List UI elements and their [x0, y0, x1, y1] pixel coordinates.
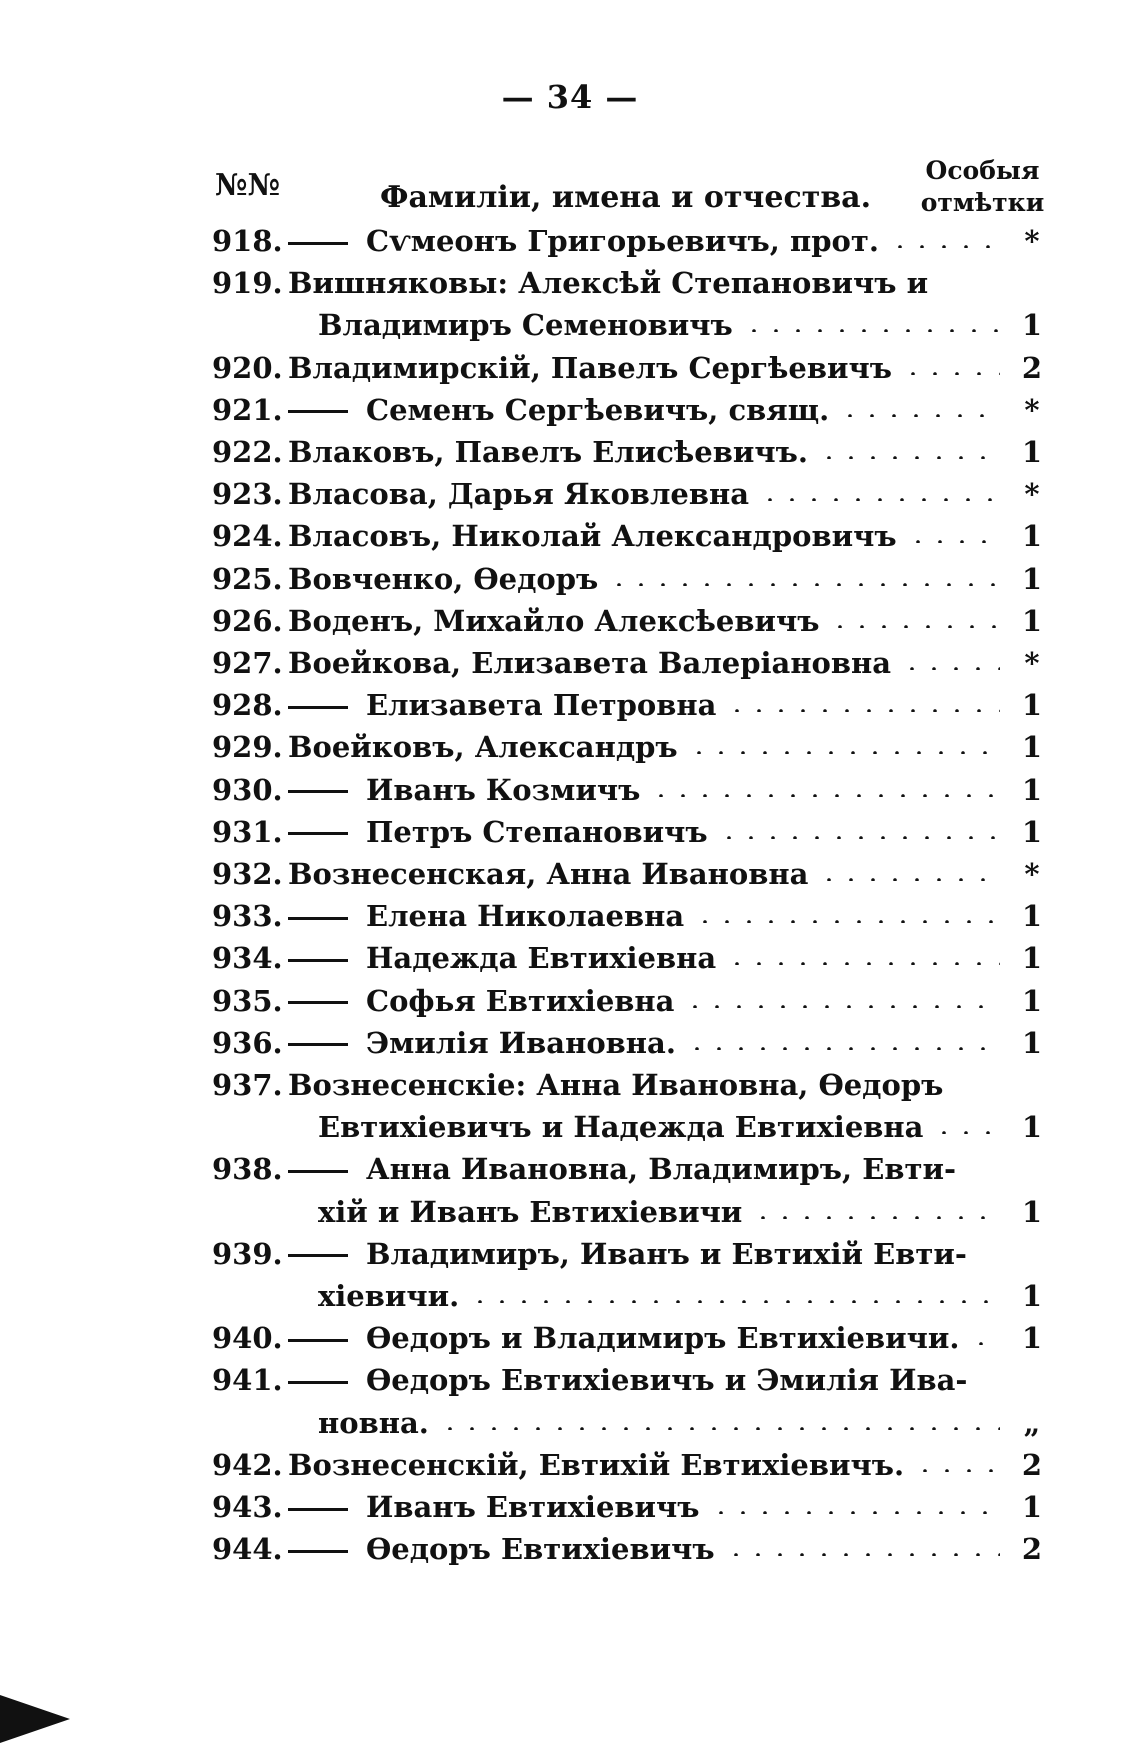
entry-number: 925. — [212, 561, 283, 596]
ditto-dash — [288, 832, 348, 835]
entry-name — [288, 853, 808, 895]
entry-mark: 1 — [1021, 772, 1043, 807]
entry-row — [0, 811, 1140, 853]
entry-text: Елизавета Петровна — [366, 688, 717, 723]
entry-name — [288, 1064, 943, 1106]
ditto-dash — [288, 1508, 348, 1511]
entry-number: 924. — [212, 519, 283, 554]
leader-dots — [684, 1004, 1000, 1008]
entry-mark: 1 — [1021, 1025, 1043, 1060]
leader-dots — [914, 1468, 1000, 1472]
entry-mark: 1 — [1021, 814, 1043, 849]
leader-dots — [608, 582, 1000, 586]
entry-name — [288, 769, 640, 811]
entry-mark: * — [1024, 392, 1040, 427]
entry-number: 923. — [212, 477, 283, 512]
leader-dots — [902, 371, 1000, 375]
entry-text: Влаковъ, Павелъ Елисѣевичъ. — [288, 435, 808, 469]
entry-number: 937. — [212, 1068, 283, 1102]
entry-text: Воденъ, Михайло Алексѣевичъ — [288, 603, 820, 638]
entry-number: 941. — [212, 1363, 283, 1398]
entry-text: Власова, Дарья Яковлевна — [288, 477, 750, 512]
entry-mark: „ — [1023, 1405, 1041, 1440]
entry-continuation — [0, 1106, 1140, 1148]
entry-row — [0, 1528, 1140, 1570]
leader-dots — [650, 793, 1000, 797]
leader-dots — [907, 539, 1000, 543]
entry-name — [288, 473, 749, 515]
entry-name — [318, 1275, 459, 1317]
header-names-column: Фамиліи, имена и отчества. — [380, 180, 872, 215]
entry-mark: 1 — [1021, 899, 1043, 934]
entry-row — [0, 431, 1140, 473]
entry-row — [0, 726, 1140, 768]
leader-dots — [933, 1130, 1000, 1134]
entry-number: 938. — [212, 1152, 283, 1187]
entry-name — [318, 304, 733, 346]
entry-name — [288, 642, 891, 684]
entry-row — [0, 515, 1140, 557]
leader-dots — [694, 919, 1000, 923]
entry-mark: 1 — [1021, 730, 1043, 765]
entry-mark: 2 — [1021, 1447, 1043, 1482]
entry-name — [288, 1317, 960, 1359]
ditto-dash — [288, 242, 348, 245]
entry-mark: 1 — [1021, 1490, 1043, 1524]
entry-row — [0, 642, 1140, 684]
entry-mark: * — [1024, 224, 1040, 258]
entry-name — [288, 600, 819, 642]
entry-continuation — [0, 1191, 1140, 1233]
entry-mark: 1 — [1021, 603, 1043, 638]
entry-text: Воейковъ, Александръ — [288, 730, 678, 765]
leader-dots — [726, 961, 1000, 965]
ditto-dash — [288, 706, 348, 709]
leader-dots — [839, 413, 1000, 417]
entry-text: Владимиръ Семеновичъ — [318, 308, 733, 343]
entry-text: хіевичи. — [318, 1279, 460, 1313]
entry-text: Эмилія Ивановна. — [366, 1025, 676, 1060]
entry-name — [288, 684, 716, 726]
leader-dots — [818, 877, 1000, 881]
entry-number: 936. — [212, 1025, 283, 1060]
entry-text: Иванъ Евтихіевичъ — [366, 1490, 700, 1524]
entry-name — [288, 431, 808, 473]
entry-name — [288, 1486, 700, 1528]
entry-text: Сѵмеонъ Григорьевичъ, прот. — [366, 224, 879, 258]
entry-name — [288, 515, 897, 557]
entry-mark: 1 — [1021, 1194, 1043, 1229]
entry-name — [288, 1444, 904, 1486]
entry-name — [318, 1106, 923, 1148]
entry-name — [288, 895, 684, 937]
entry-row — [0, 600, 1140, 642]
page-corner-arrow-icon — [0, 1695, 70, 1743]
entry-text: Анна Ивановна, Владимиръ, Евти- — [366, 1152, 956, 1187]
entry-name — [288, 937, 716, 979]
leader-dots — [469, 1299, 1000, 1303]
entry-row — [0, 262, 1140, 304]
entry-name — [288, 726, 678, 768]
leader-dots — [901, 666, 1000, 670]
entry-number: 918. — [212, 224, 283, 258]
entry-mark: 1 — [1021, 435, 1043, 469]
entry-name — [288, 1022, 676, 1064]
ditto-dash — [288, 410, 348, 413]
entry-name — [288, 1148, 956, 1190]
entry-text: Владимирскій, Павелъ Сергѣевичъ — [288, 350, 893, 385]
entry-text: хій и Иванъ Евтихіевичи — [318, 1194, 743, 1229]
entry-mark: 1 — [1021, 561, 1043, 596]
leader-dots — [439, 1426, 1000, 1430]
entry-text: Петръ Степановичъ — [366, 814, 708, 849]
entry-name — [288, 347, 892, 389]
leader-dots — [718, 835, 1000, 839]
leader-dots — [759, 497, 1000, 501]
entry-mark: 1 — [1021, 519, 1043, 554]
entry-mark: 2 — [1021, 350, 1043, 385]
entry-name — [288, 1359, 967, 1401]
entry-row — [0, 558, 1140, 600]
entry-name — [288, 558, 598, 600]
entry-name — [288, 389, 829, 431]
entry-text: Иванъ Козмичъ — [366, 772, 641, 807]
entry-mark: 1 — [1021, 941, 1043, 976]
entry-mark: 1 — [1021, 688, 1043, 723]
entry-number: 940. — [212, 1321, 283, 1356]
entry-mark: 1 — [1021, 1279, 1043, 1313]
entry-name — [288, 811, 708, 853]
entry-row — [0, 853, 1140, 895]
leader-dots — [725, 1552, 1000, 1556]
leader-dots — [752, 1215, 1000, 1219]
entry-text: Өедоръ Евтихіевичъ — [366, 1532, 715, 1567]
entry-row — [0, 1022, 1140, 1064]
entry-number: 919. — [212, 266, 283, 301]
entry-row — [0, 769, 1140, 811]
entry-number: 934. — [212, 941, 283, 976]
entry-row — [0, 895, 1140, 937]
entry-name — [288, 1528, 715, 1570]
entry-row — [0, 1486, 1140, 1528]
entry-number: 921. — [212, 392, 283, 427]
entry-text: Өедоръ Евтихіевичъ и Эмилія Ива- — [366, 1363, 968, 1398]
entry-row — [0, 1064, 1140, 1106]
entry-continuation — [0, 304, 1140, 346]
entry-text: Вовченко, Өедоръ — [288, 561, 599, 596]
header-number-column: №№ — [215, 168, 281, 203]
header-notes-line1: Особыя — [925, 156, 1040, 185]
entry-name — [318, 1191, 742, 1233]
entry-name — [288, 980, 674, 1022]
ditto-dash — [288, 790, 348, 793]
entry-text: Вишняковы: Алексѣй Степановичъ и — [288, 266, 929, 301]
entry-row — [0, 347, 1140, 389]
entry-mark: 2 — [1021, 1532, 1043, 1567]
entry-name — [288, 262, 928, 304]
entry-number: 933. — [212, 899, 283, 934]
entry-text: Өедоръ и Владимиръ Евтихіевичи. — [366, 1321, 960, 1356]
entry-row — [0, 473, 1140, 515]
entry-text: Вознесенскій, Евтихій Евтихіевичъ. — [288, 1447, 905, 1482]
entry-row — [0, 1444, 1140, 1486]
ditto-dash — [288, 1254, 348, 1257]
entry-mark: * — [1024, 477, 1040, 512]
entry-number: 926. — [212, 603, 283, 638]
entry-mark: * — [1024, 857, 1040, 891]
entry-text: Власовъ, Николай Александровичъ — [288, 519, 897, 554]
entry-row — [0, 220, 1140, 262]
entry-row — [0, 1233, 1140, 1275]
entry-number: 943. — [212, 1490, 283, 1524]
ditto-dash — [288, 1170, 348, 1173]
entry-text: Софья Евтихіевна — [366, 983, 675, 1018]
ditto-dash — [288, 1381, 348, 1384]
entry-number: 932. — [212, 857, 283, 891]
entry-row — [0, 1359, 1140, 1401]
entry-mark: 1 — [1021, 308, 1043, 343]
ditto-dash — [288, 1550, 348, 1553]
entry-name — [318, 1402, 429, 1444]
ditto-dash — [288, 1001, 348, 1004]
entry-row — [0, 684, 1140, 726]
entry-number: 927. — [212, 646, 283, 680]
leader-dots — [688, 750, 1000, 754]
entry-name — [288, 1233, 967, 1275]
leader-dots — [889, 244, 1000, 248]
ditto-dash — [288, 959, 348, 962]
entry-number: 944. — [212, 1532, 283, 1567]
leader-dots — [743, 328, 1000, 332]
entry-text: Воейкова, Елизавета Валеріановна — [288, 646, 892, 680]
entry-number: 920. — [212, 350, 283, 385]
entry-number: 930. — [212, 772, 283, 807]
entry-row — [0, 389, 1140, 431]
header-notes-line2: отмѣтки — [920, 188, 1045, 217]
entry-text: Семенъ Сергѣевичъ, свящ. — [366, 392, 830, 427]
entry-row — [0, 1317, 1140, 1359]
ditto-dash — [288, 917, 348, 920]
entry-number: 942. — [212, 1447, 283, 1482]
leader-dots — [970, 1341, 1000, 1345]
entry-text: Вознесенскіе: Анна Ивановна, Өедоръ — [288, 1068, 944, 1102]
entry-number: 928. — [212, 688, 283, 723]
page-number: — 34 — — [501, 78, 639, 116]
entry-mark: * — [1024, 646, 1040, 680]
leader-dots — [710, 1510, 1000, 1514]
entry-number: 929. — [212, 730, 283, 765]
leader-dots — [829, 624, 1000, 628]
entry-text: Евтихіевичъ и Надежда Евтихіевна — [318, 1110, 924, 1145]
entry-number: 931. — [212, 814, 283, 849]
leader-dots — [726, 708, 1000, 712]
entry-row — [0, 1148, 1140, 1190]
entry-name — [288, 220, 879, 262]
entry-number: 922. — [212, 435, 283, 469]
entry-text: новна. — [318, 1405, 429, 1440]
ditto-dash — [288, 1043, 348, 1046]
entry-mark: 1 — [1021, 983, 1043, 1018]
entry-continuation — [0, 1402, 1140, 1444]
entry-text: Надежда Евтихіевна — [366, 941, 717, 976]
entry-row — [0, 980, 1140, 1022]
entry-text: Владимиръ, Иванъ и Евтихій Евти- — [366, 1236, 967, 1271]
leader-dots — [686, 1046, 1000, 1050]
entry-row — [0, 937, 1140, 979]
entry-mark: 1 — [1021, 1321, 1043, 1356]
ditto-dash — [288, 1339, 348, 1342]
entry-number: 939. — [212, 1236, 283, 1271]
entry-text: Вознесенская, Анна Ивановна — [288, 857, 809, 891]
entry-text: Елена Николаевна — [366, 899, 685, 934]
entry-continuation — [0, 1275, 1140, 1317]
leader-dots — [818, 455, 1000, 459]
entry-number: 935. — [212, 983, 283, 1018]
entry-mark: 1 — [1021, 1110, 1043, 1145]
